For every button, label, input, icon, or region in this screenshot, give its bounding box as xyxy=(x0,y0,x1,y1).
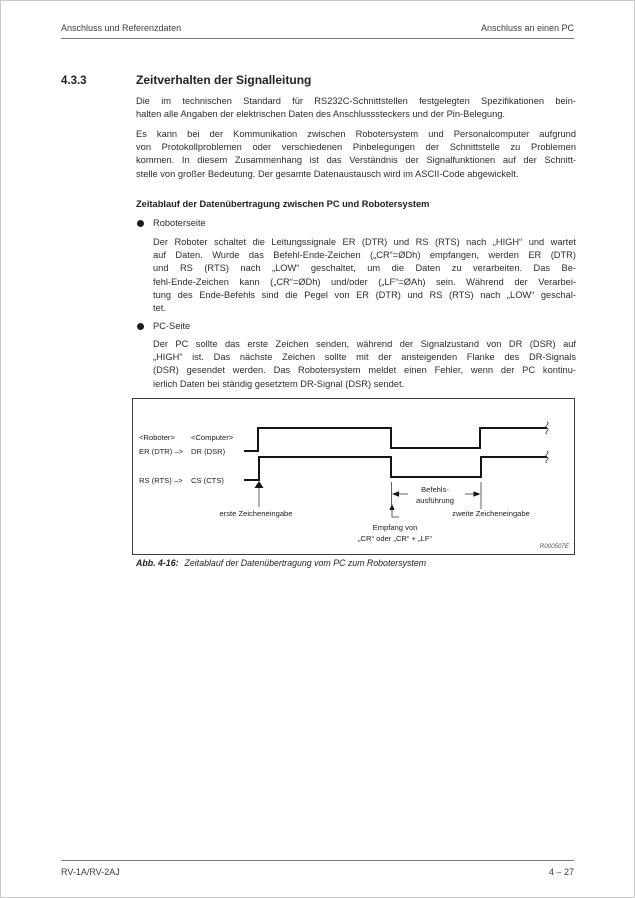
er-dtr-label: ER (DTR) –> xyxy=(139,447,184,456)
cs-cts-label: CS (CTS) xyxy=(191,476,224,485)
empfang-label-line2: „CR“ oder „CR“ + „LF“ xyxy=(357,534,433,543)
roboterseite-paragraph xyxy=(153,236,576,315)
footer-model: RV-1A/RV-2AJ xyxy=(61,867,120,877)
timing-diagram-figure xyxy=(132,398,575,555)
rs-rts-label: RS (RTS) –> xyxy=(139,476,183,485)
bullet-roboterseite xyxy=(137,218,206,228)
bullet-pc-seite xyxy=(137,321,190,331)
bullet-icon xyxy=(137,220,144,227)
befehls-label-line2: ausführung xyxy=(416,496,454,505)
text-line: Es kann bei der Kommunikation zwischen Robotersystem und Personalcomputer aufgrund xyxy=(136,129,576,139)
text-line: halten alle Angaben der elektrischen Daten des Anschlusssteckers und der Pin-Belegung. xyxy=(136,109,506,120)
erste-zeicheneingabe-label: erste Zeicheneingabe xyxy=(219,509,293,518)
dr-signal-waveform xyxy=(244,428,547,451)
dr-dsr-label: DR (DSR) xyxy=(191,447,226,456)
text-line: „HIGH“ ist. Das nächste Zeichen sollte mit der ansteigenden Flanke des DR-Signals xyxy=(153,352,576,363)
page-header xyxy=(61,23,574,39)
computer-label: <Computer> xyxy=(191,433,234,442)
text-line: ierlich Daten bei ständig gesetztem DR-Signal (DSR) sendet. xyxy=(153,378,405,389)
section-number: 4.3.3 xyxy=(61,75,87,87)
bullet-icon xyxy=(137,323,144,330)
subheading: Zeitablauf der Datenübertragung zwischen PC und Robotersystem xyxy=(136,199,430,209)
roboter-label: <Roboter> xyxy=(139,433,175,442)
pointer-corner-line xyxy=(392,509,399,517)
section-title: Zeitverhalten der Signalleitung xyxy=(136,73,312,87)
text-line: von Protokollproblemen oder verschiedenen Pinbelegungen der Schnittstelle zu Problemen xyxy=(136,142,576,153)
footer-page-number: 4 – 27 xyxy=(548,867,574,877)
bullet-label: Roboterseite xyxy=(153,218,206,228)
footer-rule xyxy=(61,860,574,861)
header-right: Anschluss an einen PC xyxy=(480,23,574,33)
text-line: tet. xyxy=(153,303,166,314)
figure-caption-number: Abb. 4-16: xyxy=(136,558,179,568)
intro-paragraph-1 xyxy=(136,95,576,121)
text-line: (DSR) gesendet werden. Das Robotersystem meldet einen Fehler, wenn der PC kontinu- xyxy=(153,365,576,376)
text-line: kommen. In diesem Zusammenhang ist das Verständnis der Signalfunktionen auf der Schnitt- xyxy=(136,155,576,166)
text-line: Die im technischen Standard für RS232C-Schnittstellen festgelegten Spezifikationen bein- xyxy=(136,96,576,106)
text-line: fehl-Ende-Zeichen kann („CR“=ØDh) und/oder („LF“=ØAh) sein. Während der Verarbei- xyxy=(153,276,576,287)
cs-signal-waveform xyxy=(244,457,547,480)
intro-paragraph-2 xyxy=(136,128,576,181)
figure-caption xyxy=(136,558,426,568)
arrow-left-icon xyxy=(392,491,399,497)
figure-caption-text: Zeitablauf der Datenübertragung vom PC zum Robotersystem xyxy=(184,558,427,568)
header-left: Anschluss und Referenzdaten xyxy=(61,23,182,33)
text-line: tung des Ende-Befehls sind die Pegel von ER (DTR) und RS (RTS) nach „LOW“ geschal- xyxy=(153,289,576,300)
zweite-zeicheneingabe-label: zweite Zeicheneingabe xyxy=(452,509,530,518)
page-footer xyxy=(61,867,574,877)
text-line: Der Roboter schaltet die Leitungssignale ER (DTR) und RS (RTS) nach „HIGH“ und wartet xyxy=(153,237,576,247)
text-line: auf Daten. Wurde das Befehl-Ende-Zeichen („CR“=ØDh) empfangen, werden ER (DTR) xyxy=(153,250,576,261)
timing-diagram xyxy=(133,399,574,554)
arrow-right-icon xyxy=(474,491,481,497)
befehls-label-line1: Befehls- xyxy=(421,485,449,494)
rising-edge-marker-icon xyxy=(255,481,264,488)
text-line: und RS (RTS) nach „LOW“ geschaltet, um die Daten zu verarbeiten. Das Be- xyxy=(153,263,576,274)
text-line: Der PC sollte das erste Zeichen senden, während der Signalzustand von DR (DSR) auf xyxy=(153,339,576,349)
text-line: stelle von großer Bedeutung. Der gesamte Datenaustausch wird im ASCII-Code abgewickelt. xyxy=(136,168,519,179)
figure-reference-code: R000507E xyxy=(539,543,569,550)
pc-seite-paragraph xyxy=(153,338,576,391)
empfang-label-line1: Empfang von xyxy=(372,523,418,532)
bullet-label: PC-Seite xyxy=(153,321,191,331)
